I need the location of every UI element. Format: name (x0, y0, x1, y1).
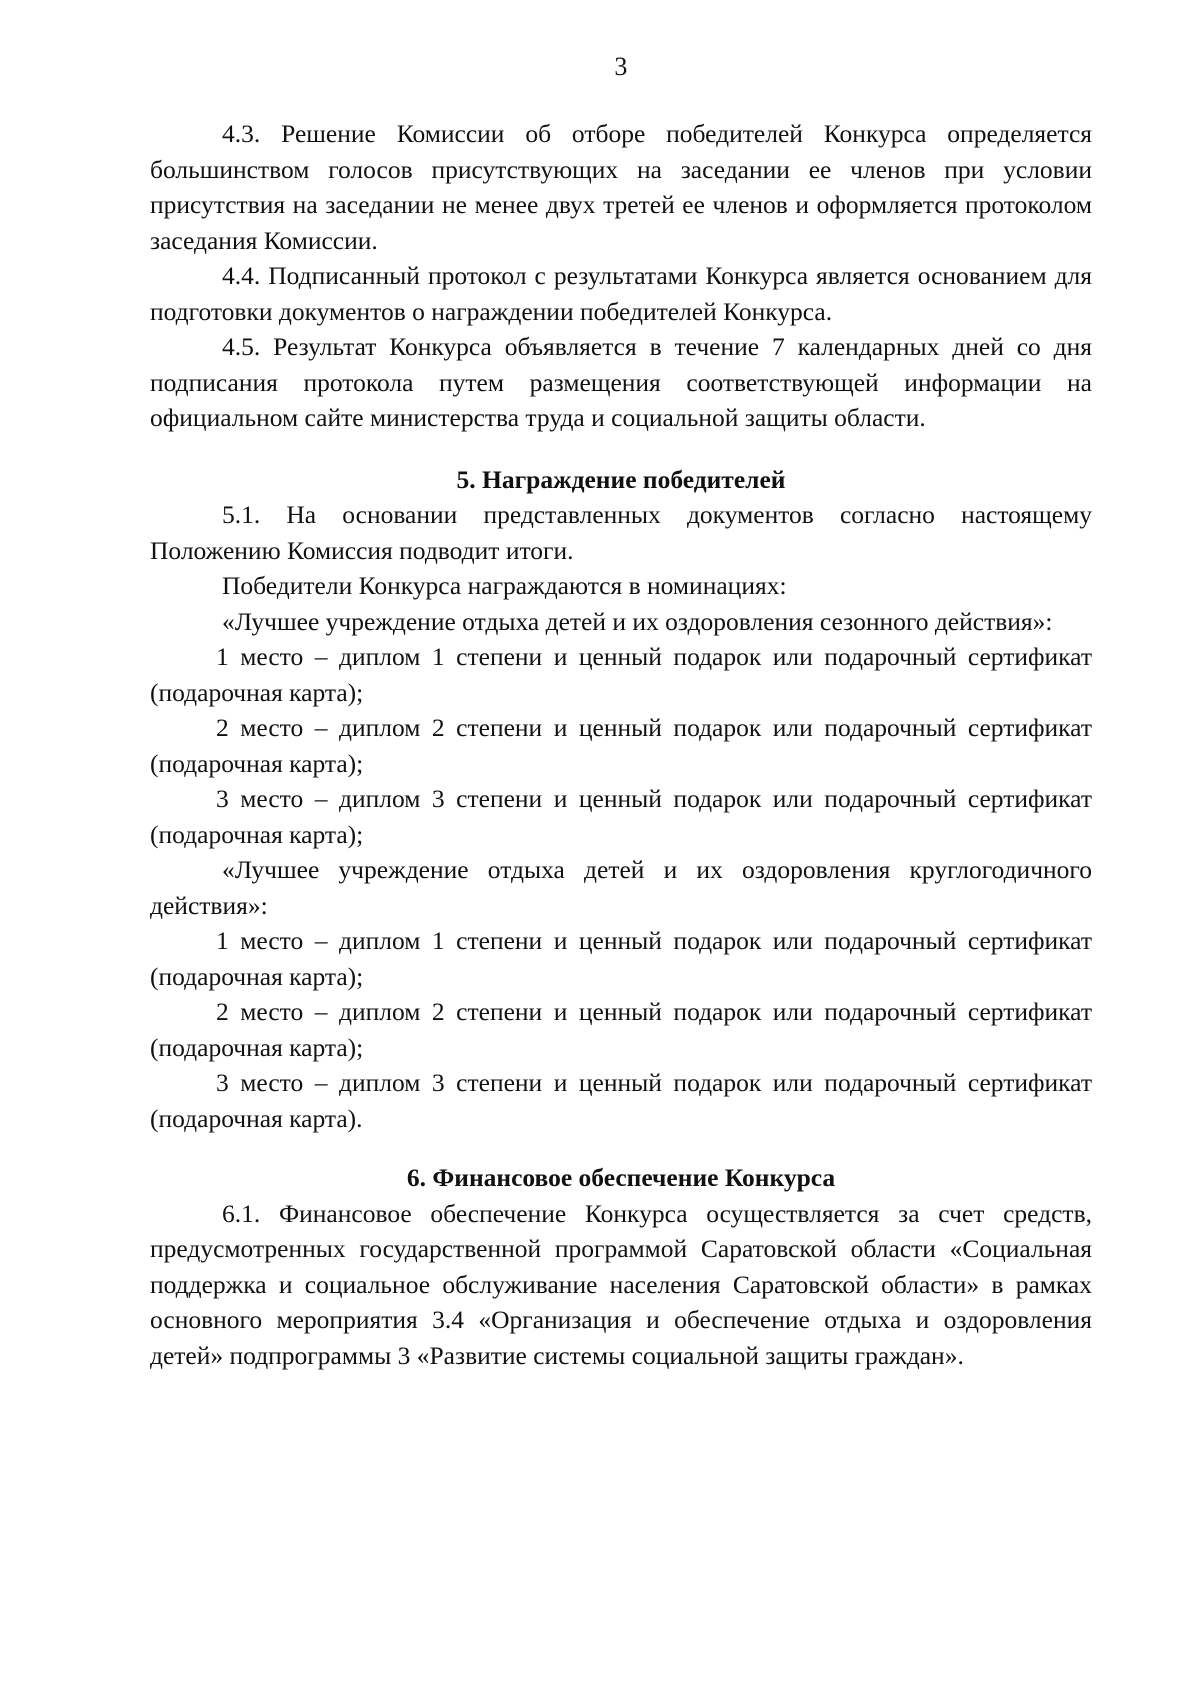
paragraph-5-1: 5.1. На основании представленных документов согласно настоящему Положению Комиссия подводит итоги. (150, 500, 1092, 565)
heading-section-5: 5. Награждение победителей (456, 464, 786, 494)
award-yearround-place-3: 3 место – диплом 3 степени и ценный подарок или подарочный сертификат (подарочная карта). (150, 1068, 1092, 1133)
award-seasonal-place-3: 3 место – диплом 3 степени и ценный подарок или подарочный сертификат (подарочная карта); (150, 784, 1092, 849)
paragraph-winners-intro: Победители Конкурса награждаются в номинациях: (222, 571, 787, 600)
award-yearround-place-2: 2 место – диплом 2 степени и ценный подарок или подарочный сертификат (подарочная карта); (150, 997, 1092, 1062)
award-yearround-place-1: 1 место – диплом 1 степени и ценный подарок или подарочный сертификат (подарочная карта); (150, 926, 1092, 991)
paragraph-4-5: 4.5. Результат Конкурса объявляется в течение 7 календарных дней со дня подписания протокола путем размещения соответствующей информации на официальном сайте министерства труда и социальной защиты области. (150, 332, 1092, 432)
award-seasonal-place-2: 2 место – диплом 2 степени и ценный подарок или подарочный сертификат (подарочная карта); (150, 713, 1092, 778)
paragraph-4-4: 4.4. Подписанный протокол с результатами Конкурса является основанием для подготовки документов о награждении победителей Конкурса. (150, 261, 1092, 326)
paragraph-6-1: 6.1. Финансовое обеспечение Конкурса осуществляется за счет средств, предусмотренных государственной программой Саратовской области «Социальная поддержка и социальное обслуживание населения Саратовской области» в рамках основного мероприятия 3.4 «Организация и обеспечение отдыха и оздоровления детей» подпрограммы 3 «Развитие системы социальной защиты граждан». (150, 1198, 1092, 1370)
paragraph-nomination-yearround: «Лучшее учреждение отдыха детей и их оздоровления круглогодичного действия»: (150, 855, 1092, 920)
paragraph-nomination-seasonal: «Лучшее учреждение отдыха детей и их оздоровления сезонного действия»: (222, 606, 1053, 636)
award-seasonal-place-1: 1 место – диплом 1 степени и ценный подарок или подарочный сертификат (подарочная карта); (150, 642, 1092, 707)
document-body (150, 116, 1092, 1373)
page-number: 3 (614, 52, 628, 81)
paragraph-4-3: 4.3. Решение Комиссии об отборе победителей Конкурса определяется большинством голосов присутствующих на заседании ее членов при условии присутствия на заседании не менее двух третей ее членов и оформляется протоколом заседания Комиссии. (150, 119, 1092, 255)
heading-section-6: 6. Финансовое обеспечение Конкурса (406, 1163, 836, 1192)
